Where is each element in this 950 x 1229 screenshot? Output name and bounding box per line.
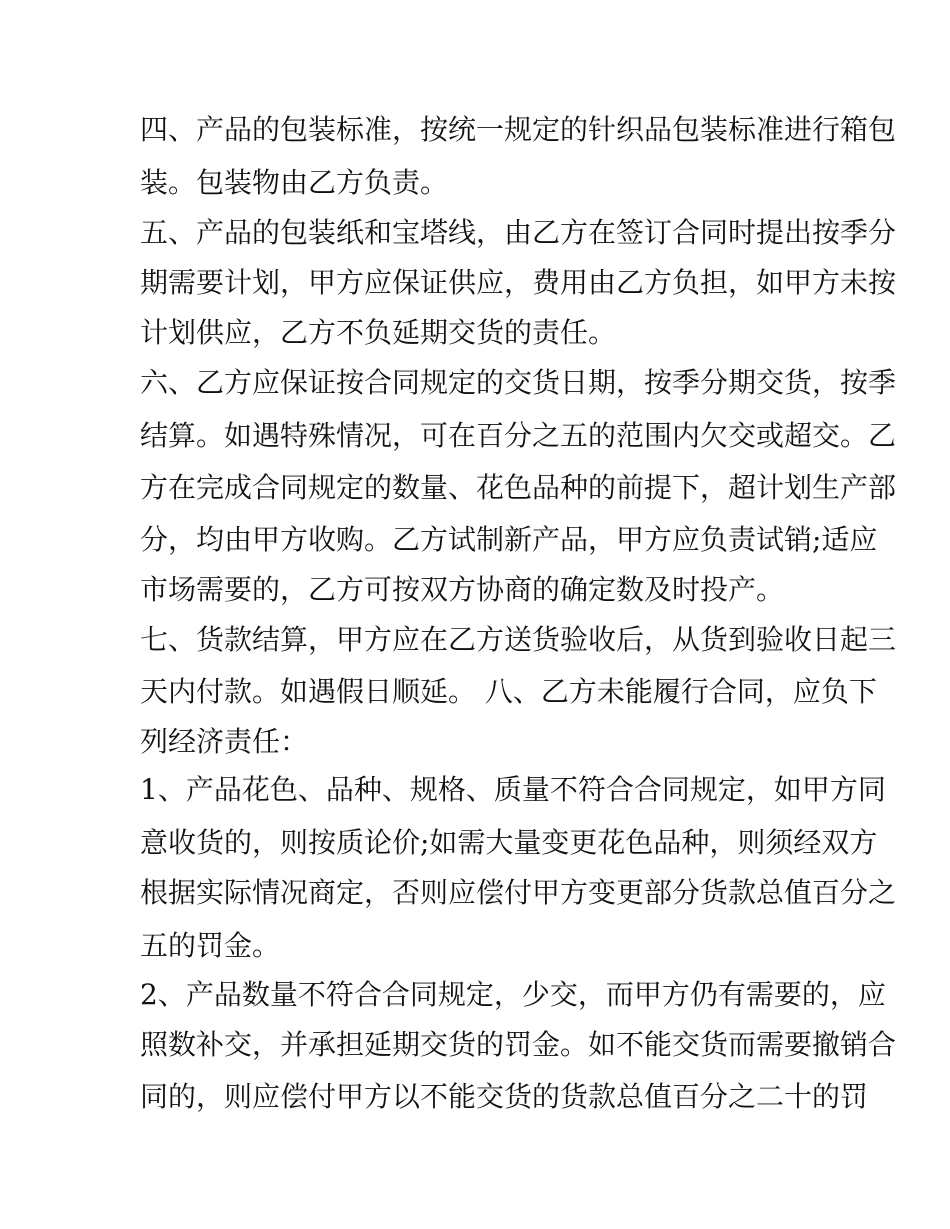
- text-line: 2、产品数量不符合合同规定，少交，而甲方仍有需要的，应: [140, 978, 886, 1011]
- text-line: 装。包装物由乙方负责。: [140, 166, 449, 199]
- text-line: 四、产品的包装标准，按统一规定的针织品包装标准进行箱包: [140, 113, 897, 146]
- text-line: 七、货款结算，甲方应在乙方送货验收后，从货到验收日起三: [140, 623, 897, 656]
- text-line: 市场需要的，乙方可按双方协商的确定数及时投产。: [140, 573, 785, 606]
- text-line: 方在完成合同规定的数量、花色品种的前提下，超计划生产部: [140, 471, 897, 504]
- text-line: 照数补交，并承担延期交货的罚金。如不能交货而需要撤销合: [140, 1028, 897, 1061]
- text-line: 五、产品的包装纸和宝塔线，由乙方在签订合同时提出按季分: [140, 216, 897, 249]
- text-line: 五的罚金。: [140, 929, 281, 962]
- text-line: 期需要计划，甲方应保证供应，费用由乙方负担，如甲方未按: [140, 266, 897, 299]
- text-line: 根据实际情况商定，否则应偿付甲方变更部分货款总值百分之: [140, 876, 897, 909]
- text-line: 六、乙方应保证按合同规定的交货日期，按季分期交货，按季: [140, 366, 897, 399]
- text-line: 同的，则应偿付甲方以不能交货的货款总值百分之二十的罚: [140, 1080, 869, 1113]
- text-line: 结算。如遇特殊情况，可在百分之五的范围内欠交或超交。乙: [140, 419, 897, 452]
- text-line: 1、产品花色、品种、规格、质量不符合合同规定，如甲方同: [140, 773, 886, 806]
- text-line: 计划供应，乙方不负延期交货的责任。: [140, 316, 617, 349]
- text-line: 意收货的，则按质论价;如需大量变更花色品种，则须经双方: [140, 826, 878, 859]
- text-line: 列经济责任：: [140, 725, 309, 758]
- text-line: 分，均由甲方收购。乙方试制新产品，甲方应负责试销;适应: [140, 523, 878, 556]
- text-line: 天内付款。如遇假日顺延。 八、乙方未能履行合同，应负下: [140, 675, 877, 708]
